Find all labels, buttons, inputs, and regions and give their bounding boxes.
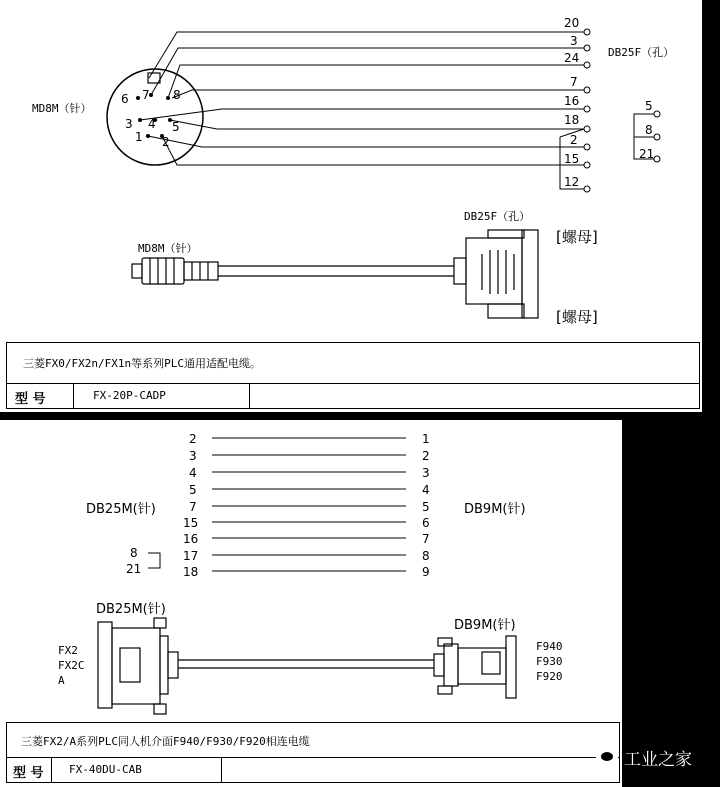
db25m-pin: 5 [189,483,197,497]
db25m-plug-drawing [98,618,178,714]
model-divider [73,384,74,408]
panel2-cable [178,660,434,668]
db9m-pin: 9 [422,565,430,579]
left-model-item: FX2 [58,644,78,657]
description-text: 三菱FX2/A系列PLC同人机介面F940/F930/F920相连电缆 [21,735,310,748]
right-model-item: F920 [536,670,563,683]
db25m-pin: 15 [183,516,199,530]
panel2-wires [212,438,406,571]
md8m-pin: 1 [135,130,143,144]
md8m-label: MD8M（针） [32,102,92,115]
description-box [6,722,620,758]
md8m-pin: 4 [148,117,156,131]
md8m-pin: 3 [125,117,133,131]
db25m-pin: 7 [189,500,197,514]
db25f-pin: 7 [570,75,578,89]
md8m-pin: 5 [172,120,180,134]
nut-bottom-label: [螺母] [556,308,598,326]
db25m-label: DB25M(针) [86,502,156,517]
db25f-pin-circles [584,29,590,192]
db25m-pin: 17 [183,549,199,563]
db9m-pin: 6 [422,516,430,530]
left-model-item: A [58,674,65,687]
db25f-pin: 20 [564,16,580,30]
db9m-pin: 3 [422,466,430,480]
db25m-pin: 2 [189,432,197,446]
right-model-item: F930 [536,655,563,668]
db25f-pin: 3 [570,34,578,48]
right-model-item: F940 [536,640,563,653]
db9m-pin: 1 [422,432,430,446]
model-value: FX-20P-CADP [93,389,166,402]
md8m-plug-drawing [132,258,218,284]
db9m-label: DB9M(针) [464,502,526,517]
cable-right-label: DB25F（孔） [464,210,531,223]
md8m-pin: 2 [162,135,170,149]
db25f-pin: 15 [564,152,580,166]
watermark [596,742,692,772]
panel-fx-40du-cab [0,420,622,787]
jumper-pin: 21 [639,147,655,161]
db25f-pin: 16 [564,94,580,108]
cable-left-label: MD8M（针） [138,242,198,255]
cable-right-label: DB9M(针) [454,618,516,633]
db25f-pin: 12 [564,175,580,189]
db25f-pin: 24 [564,51,580,65]
wechat-icon [596,746,618,768]
db25f-plug-drawing [454,230,538,318]
model-divider [51,758,52,782]
db9m-pin: 2 [422,449,430,463]
watermark-text: 工业之家 [624,749,692,770]
model-value: FX-40DU-CAB [69,763,142,776]
jumper-pin: 21 [126,562,142,576]
jumper-pin: 8 [130,546,138,560]
description-text: 三菱FX0/FX2n/FX1n等系列PLC通用适配电缆。 [23,357,261,370]
panel1-cable [218,266,454,276]
db25m-pin: 3 [189,449,197,463]
db9m-pin: 5 [422,500,430,514]
db9m-plug-drawing [434,636,516,698]
db25m-pin: 4 [189,466,197,480]
db9m-pin: 7 [422,532,430,546]
jumper-pin: 8 [645,123,653,137]
db25m-pin: 16 [183,532,199,546]
model-label: 型 号 [15,392,46,407]
model-label: 型 号 [13,766,44,781]
model-divider [249,384,250,408]
cable-left-label: DB25M(针) [96,602,166,617]
model-row [6,757,620,783]
md8m-pin: 6 [121,92,129,106]
db25m-pin: 18 [183,565,199,579]
model-divider [221,758,222,782]
db9m-pin: 8 [422,549,430,563]
left-model-item: FX2C [58,659,85,672]
db25f-pin: 18 [564,113,580,127]
model-row [6,383,700,409]
nut-top-label: [螺母] [556,228,598,246]
jumper-8-21 [148,553,160,568]
db9m-pin: 4 [422,483,430,497]
db25f-label: DB25F（孔） [608,46,675,59]
jumper-pin: 5 [645,99,653,113]
md8m-pin: 7 [142,88,150,102]
panel1-wires [140,32,584,189]
description-box [6,342,700,384]
db25f-pin: 2 [570,133,578,147]
md8m-pin: 8 [173,88,181,102]
